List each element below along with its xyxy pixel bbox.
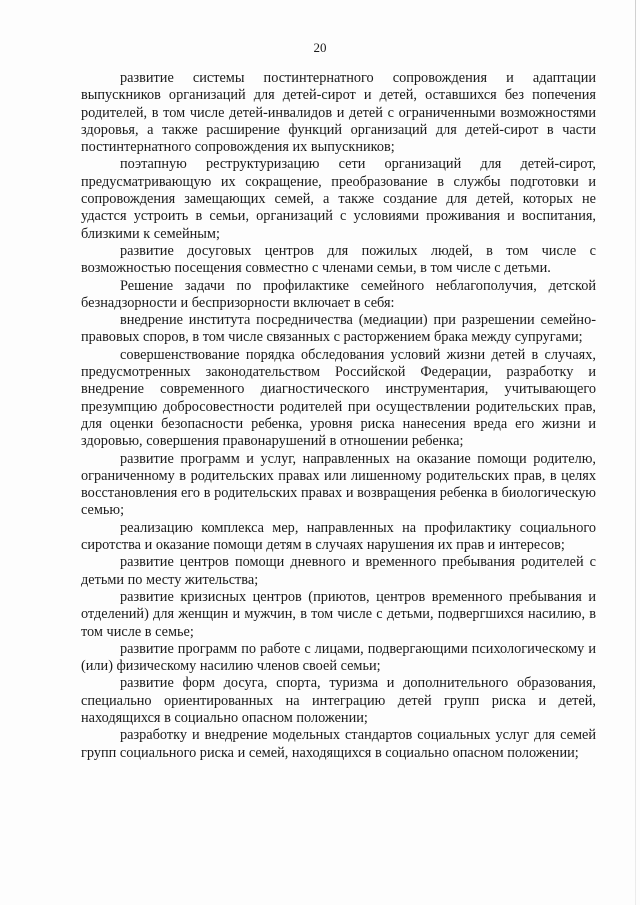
paragraph: внедрение института посредничества (медиации) при разрешении семейно-правовых споров, в том числе связанных с расторжением брака между супругами;	[81, 312, 596, 346]
page-number: 20	[313, 40, 327, 55]
paragraph: развитие центров помощи дневного и временного пребывания родителей с детьми по месту жительства;	[81, 554, 596, 588]
paragraph: разработку и внедрение модельных стандартов социальных услуг для семей групп социального риска и семей, находящихся в социально опасном положении;	[81, 727, 596, 761]
paragraph: развитие кризисных центров (приютов, центров временного пребывания и отделений) для женщин и мужчин, в том числе с детьми, подвергшихся насилию, в том числе в семье;	[81, 588, 596, 640]
paragraph: Решение задачи по профилактике семейного неблагополучия, детской безнадзорности и беспризорности включает в себя:	[81, 277, 596, 311]
document-body	[81, 70, 596, 762]
paragraph: совершенствование порядка обследования условий жизни детей в случаях, предусмотренных законодательством Российской Федерации, разработку и внедрение современного диагностического инструментария, учитывающего презумпцию добросовестности родителей при осуществлении родительских прав, для оценки безопасности ребенка, уровня риска нанесения вреда его жизни и здоровью, совершения правонарушений в отношении ребенка;	[81, 346, 596, 450]
scan-edge	[635, 0, 636, 905]
paragraph: развитие системы постинтернатного сопровождения и адаптации выпускников организаций для детей-сирот и детей, оставшихся без попечения родителей, в том числе детей-инвалидов и детей с ограниченными возможностями здоровья, а также расширение функций организаций для детей-сирот в части постинтернатного сопровождения их выпускников;	[81, 70, 596, 156]
paragraph: развитие досуговых центров для пожилых людей, в том числе с возможностью посещения совместно с членами семьи, в том числе с детьми.	[81, 242, 596, 277]
paragraph: развитие программ по работе с лицами, подвергающими психологическому и (или) физическому насилию членов своей семьи;	[81, 640, 596, 675]
paragraph: развитие программ и услуг, направленных на оказание помощи родителю, ограниченному в родительских правах или лишенному родительских прав, в целях восстановления его в родительских правах и возвращения ребенка в биологическую семью;	[81, 450, 596, 519]
paragraph: поэтапную реструктуризацию сети организаций для детей-сирот, предусматривающую их сокращение, преобразование в службы подготовки и сопровождения замещающих семей, а также создание для детей, которых не удастся устроить в семьи, организаций с условиями проживания и воспитания, близкими к семейным;	[81, 156, 596, 242]
paragraph: развитие форм досуга, спорта, туризма и дополнительного образования, специально ориентированных на интеграцию детей групп риска и детей, находящихся в социально опасном положении;	[81, 675, 596, 726]
paragraph: реализацию комплекса мер, направленных на профилактику социального сиротства и оказание помощи детям в случаях нарушения их прав и интересов;	[81, 519, 596, 554]
